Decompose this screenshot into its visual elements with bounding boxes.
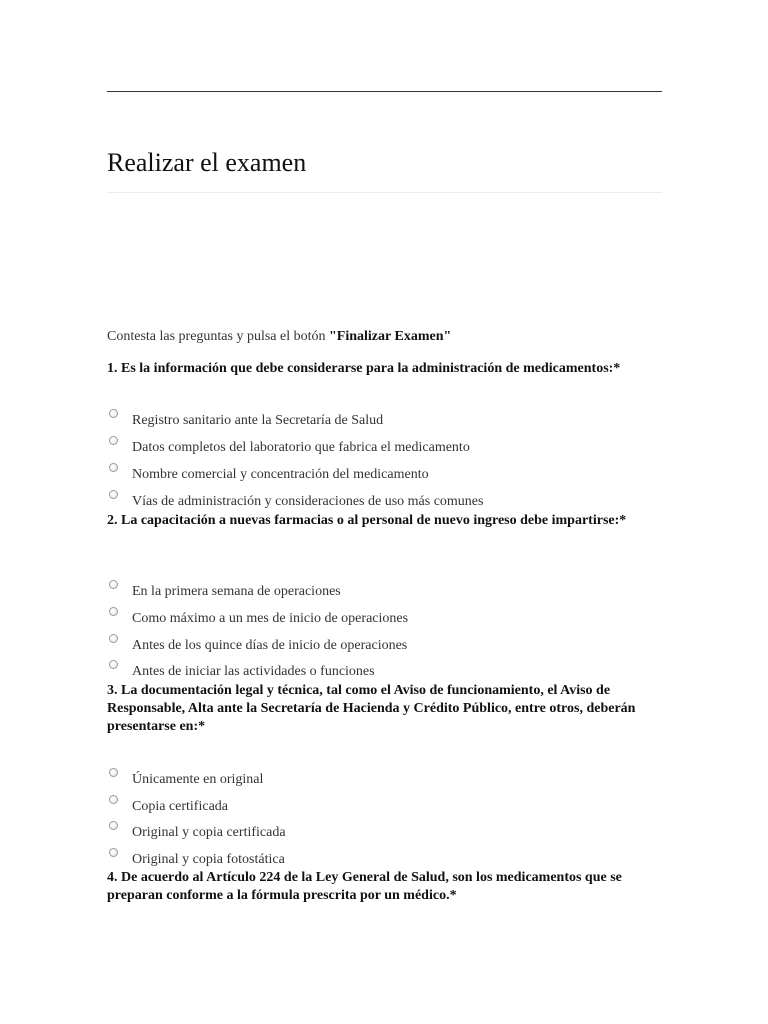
radio-button[interactable] [109,768,118,777]
radio-button[interactable] [109,795,118,804]
radio-button[interactable] [109,580,118,589]
option-label: Original y copia fotostática [132,852,285,867]
page-title: Realizar el examen [107,148,307,177]
instructions-text: Contesta las preguntas y pulsa el botón [107,329,330,344]
radio-button[interactable] [109,409,118,418]
question-1-option-4[interactable] [107,490,662,510]
option-label: Registro sanitario ante la Secretaría de Salud [132,413,384,428]
question-2: 2. La capacitación a nuevas farmacias o al personal de nuevo ingreso debe impartirse:* [107,513,627,528]
radio-button[interactable] [109,848,118,857]
question-1: 1. Es la información que debe considerarse para la administración de medicamentos:* [107,361,621,376]
radio-button[interactable] [109,660,118,669]
question-4: 4. De acuerdo al Artículo 224 de la Ley General de Salud, son los medicamentos que se preparan conforme a la fórmula prescrita por un médico.* [107,870,622,903]
radio-button[interactable] [109,607,118,616]
instructions [107,329,451,345]
radio-button[interactable] [109,821,118,830]
question-1-option-2[interactable] [107,436,662,456]
option-label: Datos completos del laboratorio que fabrica el medicamento [132,440,470,455]
top-divider [107,91,662,92]
question-3-option-3[interactable] [107,821,662,841]
question-3-option-4[interactable] [107,848,662,868]
question-2-option-1[interactable] [107,580,662,600]
option-label: Antes de iniciar las actividades o funciones [132,664,375,679]
question-2-option-2[interactable] [107,607,662,627]
option-label: Original y copia certificada [132,825,286,840]
option-label: Como máximo a un mes de inicio de operaciones [132,611,409,626]
option-label: Nombre comercial y concentración del medicamento [132,467,429,482]
title-divider [107,192,662,193]
radio-button[interactable] [109,634,118,643]
option-label: Únicamente en original [132,772,264,787]
question-3: 3. La documentación legal y técnica, tal como el Aviso de funcionamiento, el Aviso de Responsable, Alta ante la Secretaría de Hacienda y Crédito Público, entre otros, deberán presentarse en:* [107,683,636,734]
option-label: En la primera semana de operaciones [132,584,341,599]
radio-button[interactable] [109,490,118,499]
finish-exam-button-reference: "Finalizar Examen" [329,329,452,344]
option-label: Antes de los quince días de inicio de operaciones [132,638,408,653]
question-2-option-4[interactable] [107,660,662,680]
question-2-option-3[interactable] [107,634,662,654]
option-label: Vías de administración y consideraciones de uso más comunes [132,494,484,509]
option-label: Copia certificada [132,799,229,814]
question-3-option-2[interactable] [107,795,662,815]
question-1-option-1[interactable] [107,409,662,429]
radio-button[interactable] [109,436,118,445]
radio-button[interactable] [109,463,118,472]
question-3-option-1[interactable] [107,768,662,788]
question-1-option-3[interactable] [107,463,662,483]
